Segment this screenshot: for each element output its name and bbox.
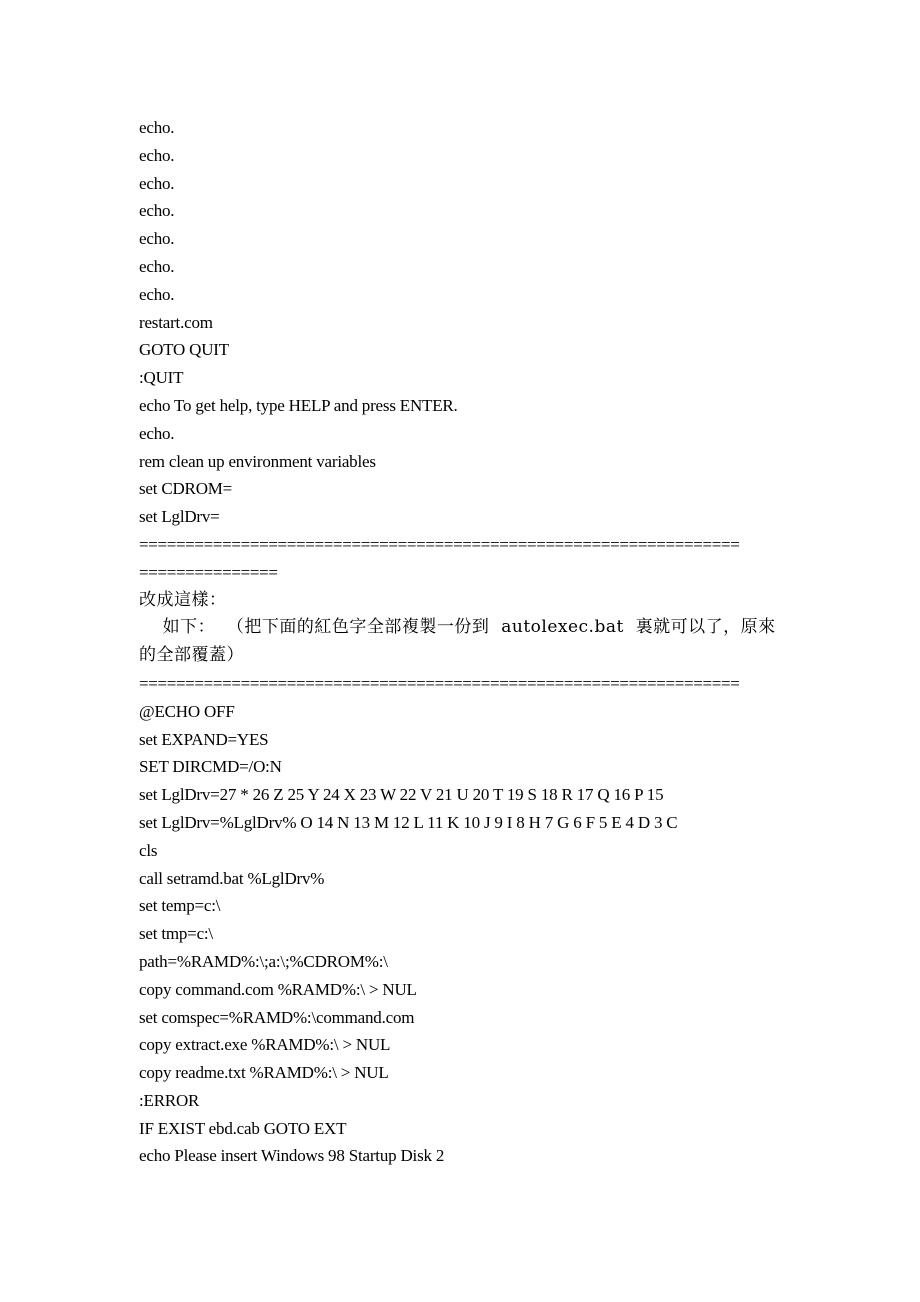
text-line: :QUIT — [139, 368, 184, 388]
text-line: GOTO QUIT — [139, 340, 229, 360]
separator-line: =============== — [139, 562, 278, 582]
text-line: :ERROR — [139, 1090, 200, 1110]
text-line: set LglDrv= — [139, 507, 220, 527]
text-line: set tmp=c:\ — [139, 924, 213, 944]
text-line: echo. — [139, 284, 175, 304]
text-line: SET DIRCMD=/O:N — [139, 757, 282, 777]
text-line: copy extract.exe %RAMD%:\ > NUL — [139, 1035, 391, 1055]
text-line: restart.com — [139, 312, 213, 332]
text-line: @ECHO OFF — [139, 701, 235, 721]
text-line: 如下： （把下面的紅色字全部複製一份到 autolexec.bat 裏就可以了，原來 — [139, 617, 776, 638]
text-line: echo. — [139, 118, 175, 137]
text-line: echo Please insert Windows 98 Startup Disk 2 — [139, 1146, 445, 1166]
text-line: set temp=c:\ — [139, 896, 221, 916]
text-line: 的全部覆蓋） — [139, 645, 244, 666]
separator-line: ================================================================= — [139, 673, 740, 693]
text-line: set EXPAND=YES — [139, 729, 269, 749]
document-page — [139, 114, 789, 1170]
text-line: 改成這樣： — [139, 589, 227, 610]
text-line: echo. — [139, 423, 175, 443]
text-line: path=%RAMD%:\;a:\;%CDROM%:\ — [139, 951, 388, 971]
text-line: set CDROM= — [139, 479, 233, 499]
text-line: copy command.com %RAMD%:\ > NUL — [139, 979, 417, 999]
text-line: echo. — [139, 201, 175, 221]
text-line: set LglDrv=27 * 26 Z 25 Y 24 X 23 W 22 V 21 U 20 T 19 S 18 R 17 Q 16 P 15 — [139, 785, 664, 805]
text-line: echo To get help, type HELP and press ENTER. — [139, 395, 458, 415]
text-line: echo. — [139, 145, 175, 165]
text-line: echo. — [139, 256, 175, 276]
separator-line: ================================================================= — [139, 534, 740, 554]
text-line: IF EXIST ebd.cab GOTO EXT — [139, 1118, 347, 1138]
text-line: set LglDrv=%LglDrv% O 14 N 13 M 12 L 11 K 10 J 9 I 8 H 7 G 6 F 5 E 4 D 3 C — [139, 812, 678, 832]
text-line: set comspec=%RAMD%:\command.com — [139, 1007, 415, 1027]
text-line: echo. — [139, 173, 175, 193]
text-line: echo. — [139, 229, 175, 249]
text-line: rem clean up environment variables — [139, 451, 376, 471]
text-line: cls — [139, 840, 158, 860]
text-line: call setramd.bat %LglDrv% — [139, 868, 325, 888]
text-line: copy readme.txt %RAMD%:\ > NUL — [139, 1063, 389, 1083]
